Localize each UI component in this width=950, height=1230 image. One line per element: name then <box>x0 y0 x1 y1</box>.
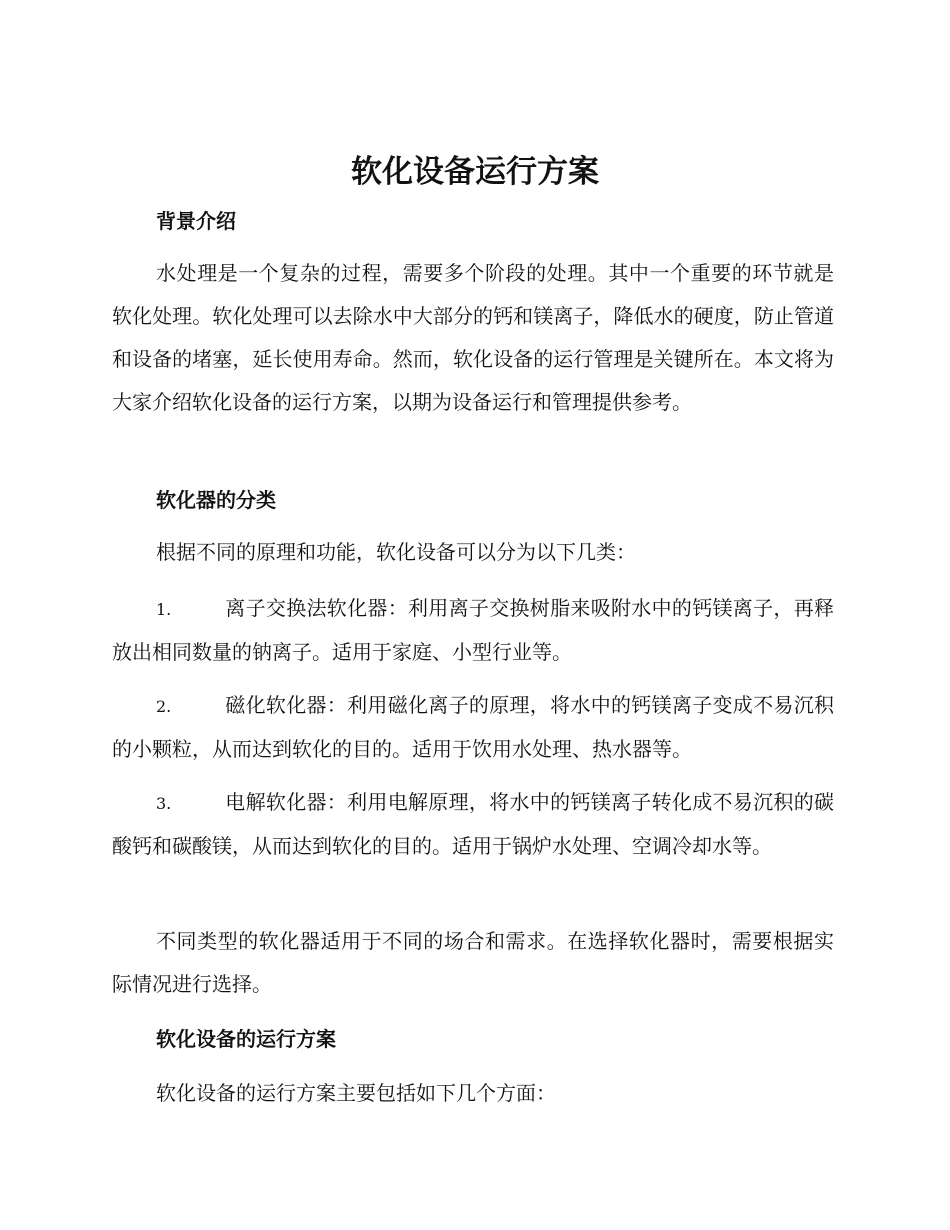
list-item-number: 1. <box>156 600 172 619</box>
document-title: 软化设备运行方案 <box>351 154 599 190</box>
section-heading-classification: 软化器的分类 <box>156 488 276 512</box>
list-item <box>112 781 834 868</box>
background-paragraph: 水处理是一个复杂的过程，需要多个阶段的处理。其中一个重要的环节就是软化处理。软化处理可以去除水中大部分的钙和镁离子，降低水的硬度，防止管道和设备的堵塞，延长使用寿命。然而，软化设备的运行管理是关键所在。本文将为大家介绍软化设备的运行方案，以期为设备运行和管理提供参考。 <box>112 261 834 414</box>
section-heading-background: 背景介绍 <box>156 209 236 233</box>
list-item-text: 电解软化器：利用电解原理，将水中的钙镁离子转化成不易沉积的碳酸钙和碳酸镁，从而达到软化的目的。适用于锅炉水处理、空调冷却水等。 <box>112 790 834 858</box>
list-item-number: 3. <box>156 794 172 813</box>
classification-intro: 根据不同的原理和功能，软化设备可以分为以下几类： <box>156 540 636 564</box>
operation-plan-intro: 软化设备的运行方案主要包括如下几个方面： <box>156 1081 556 1105</box>
classification-conclusion: 不同类型的软化器适用于不同的场合和需求。在选择软化器时，需要根据实际情况进行选择。 <box>112 929 834 996</box>
list-item <box>112 587 834 674</box>
list-item-text: 磁化软化器：利用磁化离子的原理，将水中的钙镁离子变成不易沉积的小颗粒，从而达到软化的目的。适用于饮用水处理、热水器等。 <box>112 693 834 761</box>
section-heading-operation-plan: 软化设备的运行方案 <box>156 1027 336 1051</box>
list-item-text: 离子交换法软化器：利用离子交换树脂来吸附水中的钙镁离子，再释放出相同数量的钠离子。适用于家庭、小型行业等。 <box>112 596 834 664</box>
list-item <box>112 684 834 771</box>
list-item-number: 2. <box>156 697 172 716</box>
